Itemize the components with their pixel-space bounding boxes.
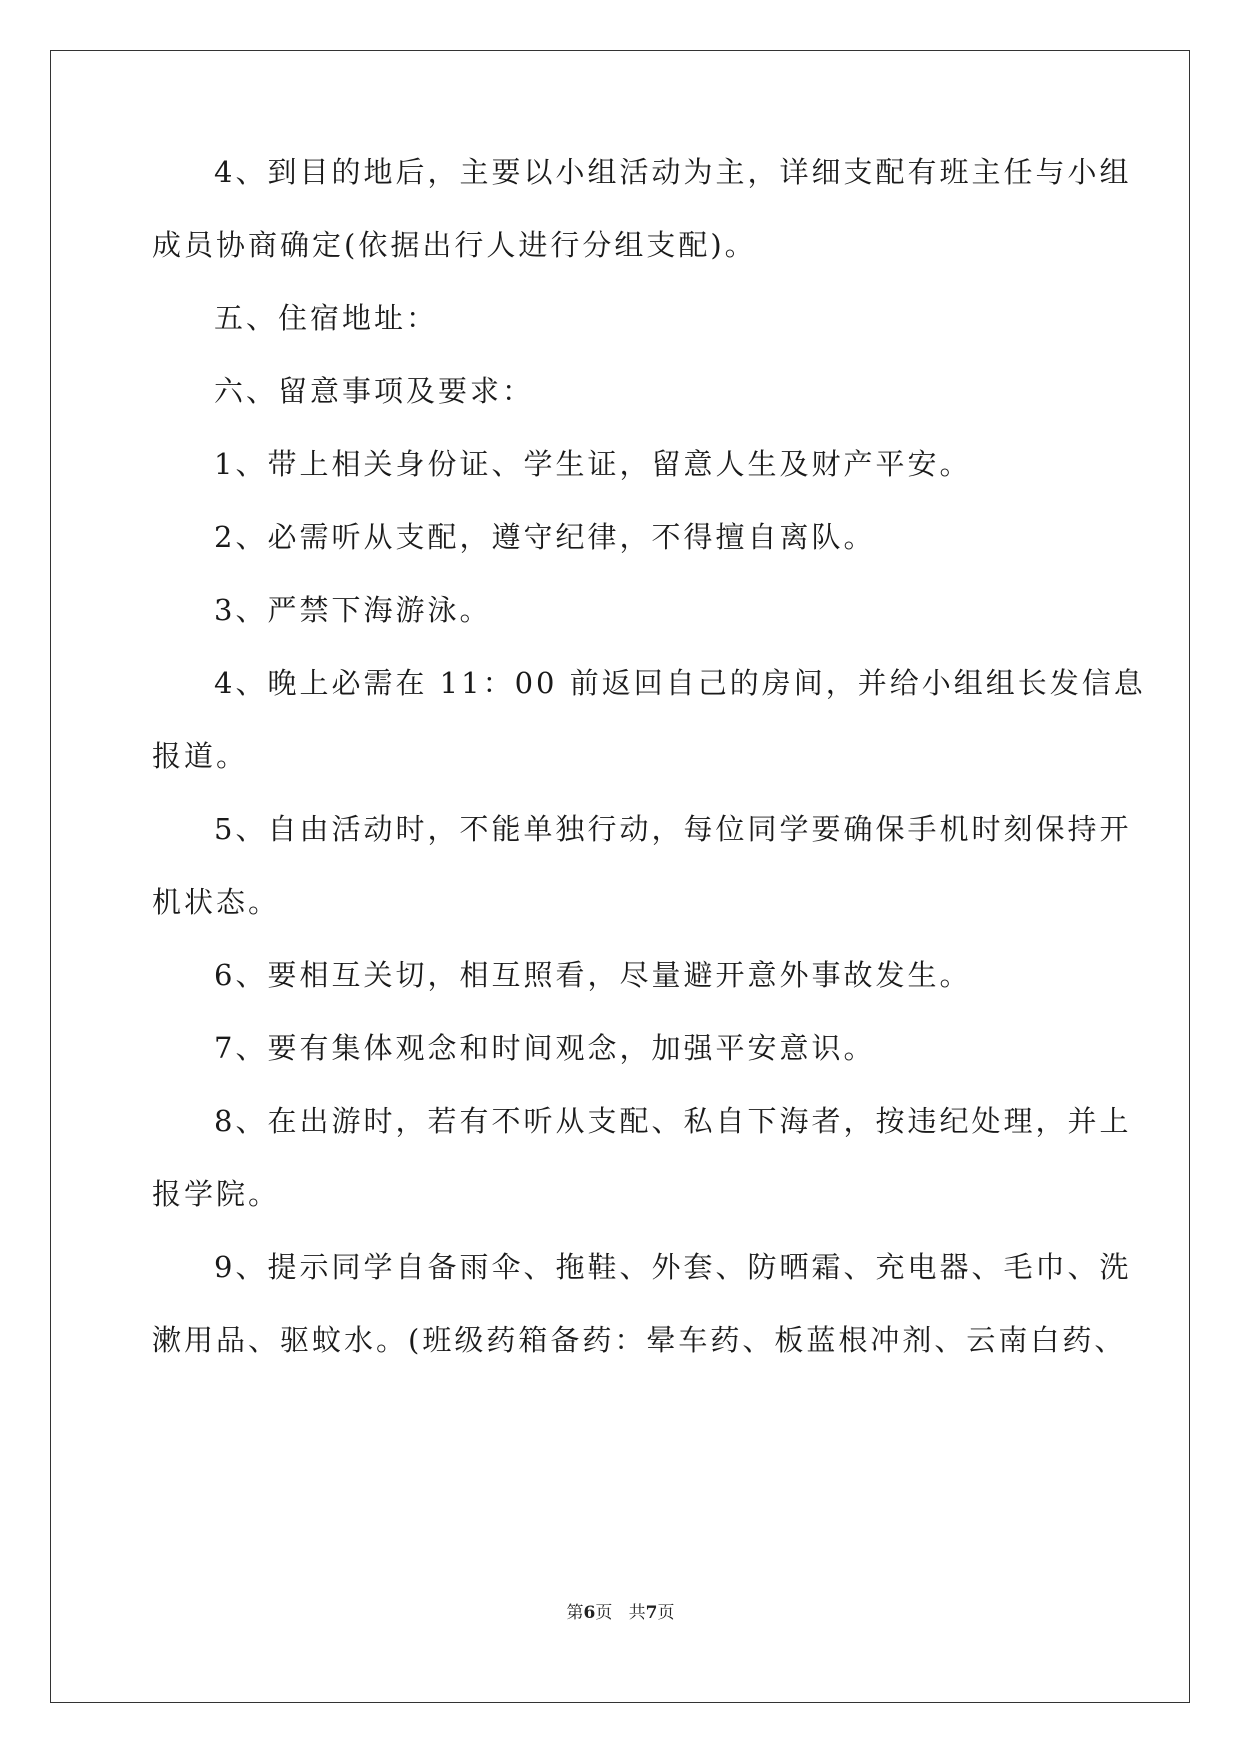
paragraph-line: 成员协商确定(依据出行人进行分组支配)。 xyxy=(152,228,757,262)
paragraph-line: 9、提示同学自备雨伞、拖鞋、外套、防晒霜、充电器、毛巾、洗 xyxy=(214,1250,1132,1284)
paragraph-line: 2、必需听从支配，遵守纪律，不得擅自离队。 xyxy=(214,520,876,554)
paragraph-line: 4、到目的地后，主要以小组活动为主，详细支配有班主任与小组 xyxy=(214,155,1132,189)
paragraph-line: 5、自由活动时，不能单独行动，每位同学要确保手机时刻保持开 xyxy=(214,812,1132,846)
paragraph-line: 报道。 xyxy=(152,739,249,773)
paragraph-line: 7、要有集体观念和时间观念，加强平安意识。 xyxy=(214,1031,876,1065)
paragraph-line: 6、要相互关切，相互照看，尽量避开意外事故发生。 xyxy=(214,958,972,992)
page-footer xyxy=(0,1598,1241,1623)
paragraph-line: 1、带上相关身份证、学生证，留意人生及财产平安。 xyxy=(214,447,972,481)
paragraph-line: 4、晚上必需在 11：00 前返回自己的房间，并给小组组长发信息 xyxy=(214,666,1146,700)
footer-prefix: 第 xyxy=(566,1603,584,1623)
paragraph-line: 8、在出游时，若有不听从支配、私自下海者，按违纪处理，并上 xyxy=(214,1104,1132,1138)
paragraph-line: 漱用品、驱蚊水。(班级药箱备药：晕车药、板蓝根冲剂、云南白药、 xyxy=(152,1323,1127,1357)
footer-suffix: 页 xyxy=(657,1603,675,1623)
footer-middle: 页 共 xyxy=(595,1603,646,1623)
total-page-number: 7 xyxy=(645,1603,658,1623)
section-heading: 六、留意事项及要求： xyxy=(214,374,535,408)
paragraph-line: 3、严禁下海游泳。 xyxy=(214,593,492,627)
section-heading: 五、住宿地址： xyxy=(214,301,439,335)
paragraph-line: 报学院。 xyxy=(152,1177,281,1211)
paragraph-line: 机状态。 xyxy=(152,885,281,919)
current-page-number: 6 xyxy=(583,1603,596,1623)
